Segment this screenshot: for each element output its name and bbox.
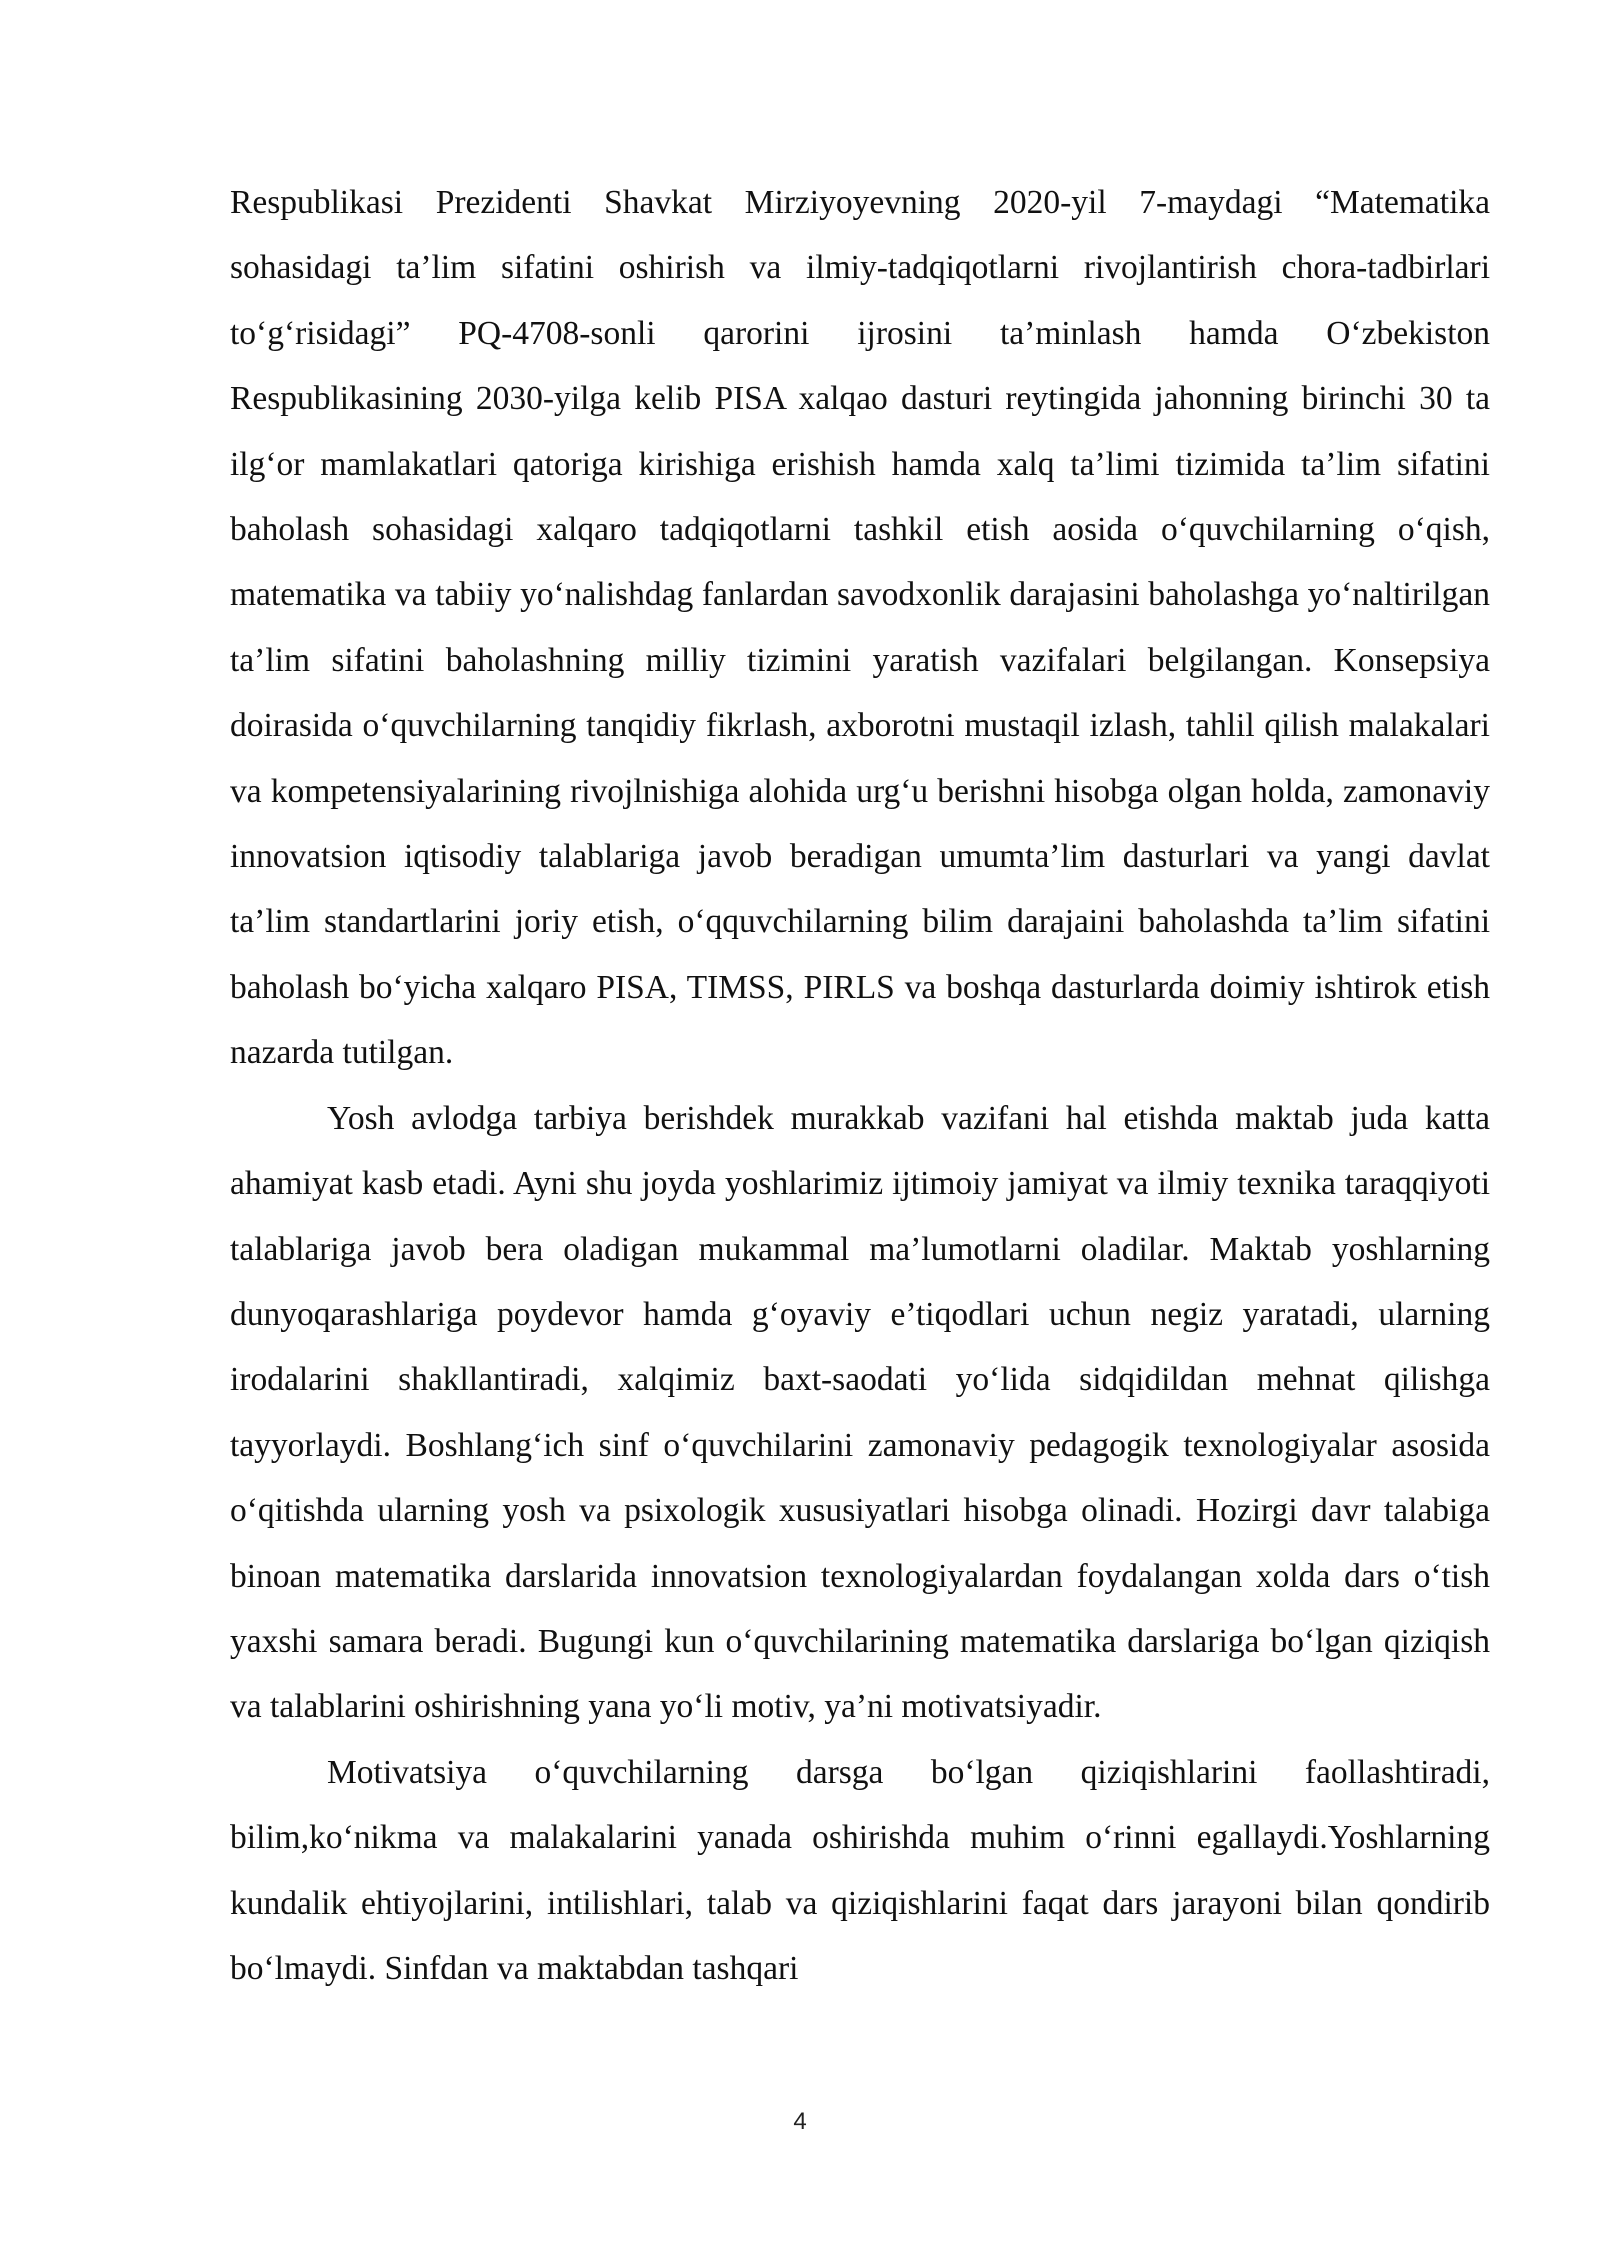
paragraph-2: Yosh avlodga tarbiya berishdek murakkab vazifani hal etishda maktab juda katta ahamiyat kasb etadi. Ayni shu joyda yoshlarimiz ijtimoiy jamiyat va ilmiy texnika taraqqiyoti talablariga javob bera oladigan mukammal ma’lumotlarni oladilar. Maktab yoshlarning dunyoqarashlariga poydevor hamda g‘oyaviy e’tiqodlari uchun negiz yaratadi, ularning irodalarini shakllantiradi, xalqimiz baxt-saodati yo‘lida sidqidildan mehnat qilishga tayyorlaydi. Boshlang‘ich sinf o‘quvchilarini zamonaviy pedagogik texnologiyalar asosida o‘qitishda ularning yosh va psixologik xususiyatlari hisobga olinadi. Hozirgi davr talabiga binoan matematika darslarida innovatsion texnologiyalardan foydalangan xolda dars o‘tish yaxshi samara beradi. Bugungi kun o‘quvchilarining matematika darslariga bo‘lgan qiziqish va talablarini oshirishning yana yo‘li motiv, ya’ni motivatsiyadir.: [230, 1099, 1490, 1726]
body-text: [230, 170, 1490, 2001]
page-number: 4: [793, 2108, 807, 2135]
paragraph-3: Motivatsiya o‘quvchilarning darsga bo‘lgan qiziqishlarini faollashtiradi, bilim,ko‘nikma va malakalarini yanada oshirishda muhim o‘rinni egallaydi.Yoshlarning kundalik ehtiyojlarini, intilishlari, talab va qiziqishlarini faqat dars jarayoni bilan qondirib bo‘lmaydi. Sinfdan va maktabdan tashqari: [230, 1753, 1490, 1987]
paragraph-1: Respublikasi Prezidenti Shavkat Mirziyoyevning 2020-yil 7-maydagi “Matematika sohasidagi ta’lim sifatini oshirish va ilmiy-tadqiqotlarni rivojlantirish chora-tadbirlari to‘g‘risidagi” PQ-4708-sonli qarorini ijrosini ta’minlash hamda O‘zbekiston Respublikasining 2030-yilga kelib PISA xalqao dasturi reytingida jahonning birinchi 30 ta ilg‘or mamlakatlari qatoriga kirishiga erishish hamda xalq ta’limi tizimida ta’lim sifatini baholash sohasidagi xalqaro tadqiqotlarni tashkil etish aosida o‘quvchilarning o‘qish, matematika va tabiiy yo‘nalishdag fanlardan savodxonlik darajasini baholashga yo‘naltirilgan ta’lim sifatini baholashning milliy tizimini yaratish vazifalari belgilangan. Konsepsiya doirasida o‘quvchilarning tanqidiy fikrlash, axborotni mustaqil izlash, tahlil qilish malakalari va kompetensiyalarining rivojlnishiga alohida urg‘u berishni hisobga olgan holda, zamonaviy innovatsion iqtisodiy talablariga javob beradigan umumta’lim dasturlari va yangi davlat ta’lim standartlarini joriy etish, o‘qquvchilarning bilim darajaini baholashda ta’lim sifatini baholash bo‘yicha xalqaro PISA, TIMSS, PIRLS va boshqa dasturlarda doimiy ishtirok etish nazarda tutilgan.: [230, 184, 1490, 1072]
